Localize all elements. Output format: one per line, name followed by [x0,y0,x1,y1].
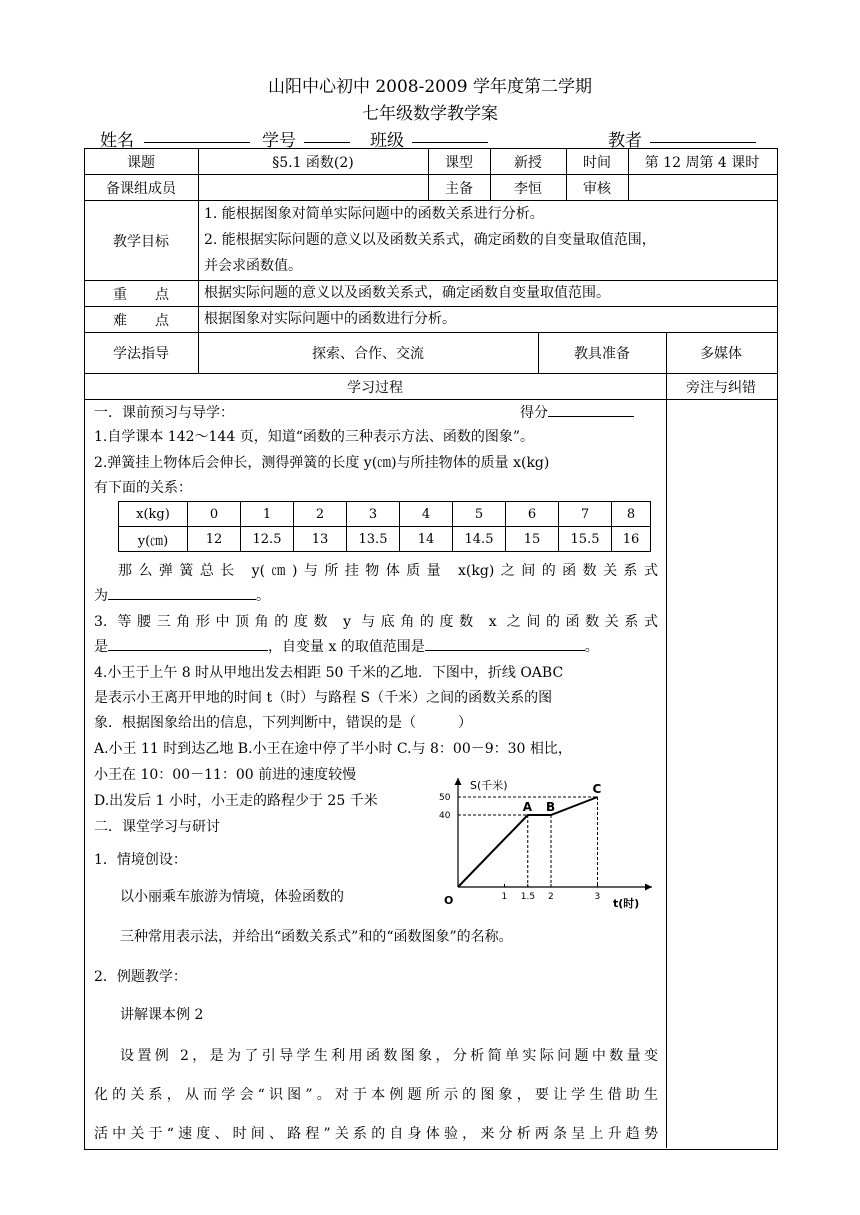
question-2-line2: 有下面的关系： [94,480,192,496]
time-label: 时间 [583,155,611,171]
question-2-line3: 那么弹簧总长 y(㎝)与所挂物体质量 x(kg)之间的函数关系式 [118,563,658,579]
name-label: 姓名 [100,131,134,151]
question-4-options: A.小王 11 时到达乙地 B.小王在途中停了半小时 C.与 8：00－9：30 相比， [94,741,572,757]
q3-blank-1[interactable] [108,636,268,651]
y-cell: 13.5 [347,527,400,552]
type-label: 课型 [445,155,473,171]
y-cell: 12 [188,527,241,552]
question-4-line2: 是表示小王离开甲地的时间 t（时）与路程 S（千米）之间的函数关系的图 [94,690,553,706]
goal-2: 2. 能根据实际问题的意义以及函数关系式，确定函数的自变量取值范围， [204,232,656,248]
question-3-line2 [94,636,599,658]
y-cell: 13 [294,527,347,552]
step-1-heading: 1．情境创设： [94,852,187,868]
q3-blank-2[interactable] [425,636,585,651]
table-row [119,502,651,527]
question-2-line1: 2.弹簧挂上物体后会伸长，测得弹簧的长度 y(㎝)与所挂物体的质量 x(kg) [94,455,550,471]
spring-data-table [118,501,651,552]
step-2-heading: 2．例题教学： [94,969,187,985]
x-cell: 5 [453,502,506,527]
type-value: 新授 [514,155,542,171]
score-blank[interactable] [548,402,634,417]
lead-value: 李恒 [514,181,542,197]
id-label: 学号 [262,131,296,151]
question-3-line1: 3. 等腰三角形中顶角的度数 y 与底角的度数 x 之间的函数关系式 [94,614,658,630]
topic-label: 课题 [127,155,155,171]
question-1: 1.自学课本 142～144 页，知道“函数的三种表示方法、函数的图象”。 [94,429,535,445]
point-label: C [592,782,602,796]
goal-1: 1. 能根据图象对简单实际问题中的函数关系进行分析。 [204,206,544,222]
method-value: 探索、合作、交流 [312,346,424,362]
q3-middle: ，自变量 x 的取值范围是 [268,639,425,655]
point-label: A [522,800,533,814]
notes-label: 旁注与纠错 [686,380,756,396]
y-cell: 14.5 [453,527,506,552]
key-label: 重 点 [113,287,169,303]
q3-suffix: 。 [584,639,599,655]
origin-label: O [444,894,454,907]
point-label: B [546,800,556,814]
members-label: 备课组成员 [106,181,176,197]
lead-label: 主备 [445,181,473,197]
school-term-title: 山阳中心初中 2008-2009 学年度第二学期 [267,77,593,97]
y-cell: 12.5 [241,527,294,552]
x-cell: 0 [188,502,241,527]
section-2-heading: 二．课堂学习与研讨 [94,819,220,835]
step-1-text-b: 三种常用表示法，并给出“函数关系式”和的“函数图象”的名称。 [120,929,513,945]
id-blank[interactable] [304,126,350,143]
difficulty-value: 根据图象对实际问题中的函数进行分析。 [204,311,456,327]
tools-value: 多媒体 [700,346,742,362]
y-header: y(㎝) [119,527,188,552]
x-cell: 2 [294,502,347,527]
x-cell: 3 [347,502,400,527]
x-axis-label: t(时) [613,897,640,910]
y-tick-label: 50 [439,793,451,803]
process-label: 学习过程 [347,380,403,396]
step-2-text-b: 设置例 2，是为了引导学生利用函数图象，分析简单实际问题中数量变 [120,1048,658,1064]
q3-prefix: 是 [94,639,108,655]
x-cell: 6 [506,502,559,527]
y-cell: 15.5 [559,527,612,552]
y-cell: 14 [400,527,453,552]
question-4-line3: 象．根据图象给出的信息，下列判断中，错误的是（ ） [94,715,472,731]
y-cell: 16 [612,527,651,552]
class-blank[interactable] [412,126,488,143]
goals-label: 教学目标 [113,234,169,250]
key-value: 根据实际问题的意义以及函数关系式，确定函数自变量取值范围。 [204,285,610,301]
distance-time-graph [430,770,660,915]
x-header: x(kg) [119,502,188,527]
step-2-text-d: 活中关于“速度、时间、路程”关系的自身体验，来分析两条呈上升趋势 [94,1126,658,1142]
x-tick-label: 1.5 [520,892,536,902]
x-cell: 8 [612,502,651,527]
difficulty-label: 难 点 [113,313,169,329]
time-value: 第 12 周第 4 课时 [644,155,760,171]
plan-title: 七年级数学教学案 [362,104,498,124]
teacher-label: 教者 [608,131,642,151]
y-tick-label: 40 [439,811,451,821]
x-tick-label: 1 [501,892,508,902]
question-4-option-d: D.出发后 1 小时，小王走的路程少于 25 千米 [94,793,378,809]
x-cell: 1 [241,502,294,527]
score-label: 得分 [520,405,548,421]
answer-prefix: 为 [94,588,108,604]
class-label: 班级 [370,131,404,151]
question-2-answer [94,585,270,607]
question-4-line1: 4.小王于上午 8 时从甲地出发去相距 50 千米的乙地．下图中，折线 OABC [94,665,564,681]
x-cell: 7 [559,502,612,527]
x-cell: 4 [400,502,453,527]
y-axis-label: S(千米) [470,779,508,792]
question-4-options-cont: 小王在 10：00－11：00 前进的速度较慢 [94,767,357,783]
step-2-text-a: 讲解课本例 2 [120,1007,204,1023]
step-1-text-a: 以小丽乘车旅游为情境，体验函数的 [120,889,344,905]
y-cell: 15 [506,527,559,552]
tools-label: 教具准备 [574,346,630,362]
answer-suffix: 。 [256,588,270,604]
method-label: 学法指导 [113,346,169,362]
answer-blank[interactable] [108,585,256,600]
table-row [119,527,651,552]
step-2-text-c: 化的关系，从而学会“识图”。对于本例题所示的图象，要让学生借助生 [94,1087,658,1103]
x-tick-label: 3 [594,892,601,902]
section-1-heading: 一．课前预习与导学： [94,405,234,421]
score-field [520,402,634,424]
teacher-blank[interactable] [650,126,756,143]
name-blank[interactable] [144,126,250,143]
x-tick-label: 2 [548,892,554,902]
topic-value: §5.1 函数(2) [272,155,354,171]
review-label: 审核 [583,181,611,197]
goal-2-cont: 并会求函数值。 [204,258,302,274]
